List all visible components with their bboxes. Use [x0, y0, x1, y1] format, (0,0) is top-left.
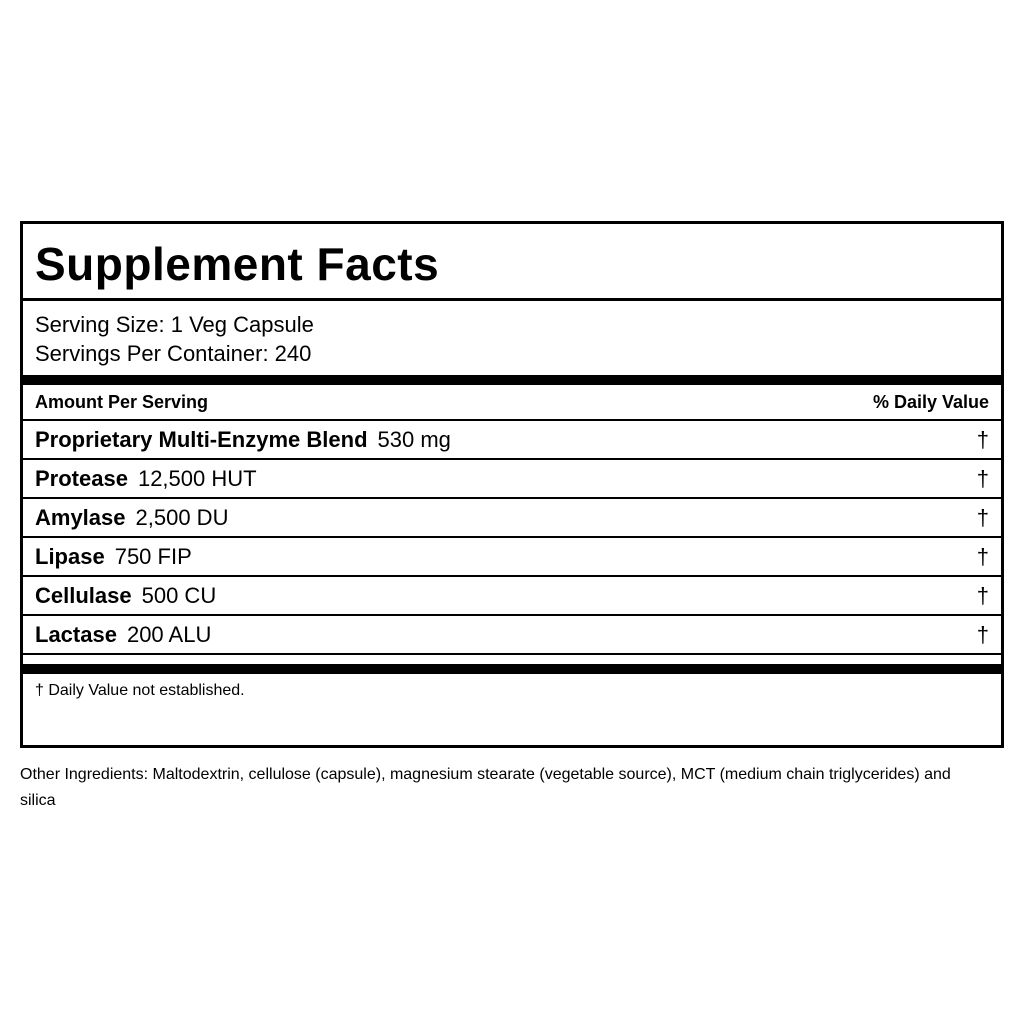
amount-per-serving-header: Amount Per Serving	[35, 392, 209, 412]
daily-value-dagger: †	[976, 583, 989, 608]
nutrient-name: Lactase 200 ALU	[35, 622, 212, 647]
daily-value-dagger: †	[976, 466, 989, 491]
column-header-row	[23, 385, 1001, 421]
daily-value-header: % Daily Value	[872, 392, 989, 412]
nutrient-name: Amylase 2,500 DU	[35, 505, 229, 530]
nutrient-row	[23, 538, 1001, 577]
servings-per-container: Servings Per Container: 240	[35, 341, 312, 366]
thick-divider-top	[23, 375, 1001, 385]
nutrient-amount: 2,500 DU	[135, 505, 229, 530]
serving-size: Serving Size: 1 Veg Capsule	[35, 312, 314, 337]
thick-divider-bottom	[23, 664, 1001, 674]
nutrient-amount: 12,500 HUT	[137, 466, 257, 491]
nutrient-rows	[23, 421, 1001, 655]
nutrient-amount: 750 FIP	[114, 544, 192, 569]
nutrient-row	[23, 616, 1001, 655]
title-row	[23, 224, 1001, 301]
daily-value-dagger: †	[976, 427, 989, 452]
daily-value-footnote: † Daily Value not established.	[35, 682, 245, 699]
daily-value-dagger: †	[976, 505, 989, 530]
nutrient-amount: 500 CU	[141, 583, 217, 608]
nutrient-row	[23, 499, 1001, 538]
nutrient-name: Protease 12,500 HUT	[35, 466, 257, 491]
nutrient-amount: 200 ALU	[126, 622, 212, 647]
nutrient-name: Proprietary Multi-Enzyme Blend 530 mg	[35, 427, 451, 452]
supplement-facts-panel	[20, 221, 1004, 748]
nutrient-name: Cellulase 500 CU	[35, 583, 217, 608]
nutrient-amount: 530 mg	[377, 427, 451, 452]
daily-value-dagger: †	[976, 622, 989, 647]
nutrient-row	[23, 460, 1001, 499]
daily-value-dagger: †	[976, 544, 989, 569]
nutrient-name: Lipase 750 FIP	[35, 544, 192, 569]
nutrient-row	[23, 577, 1001, 616]
nutrient-row	[23, 421, 1001, 460]
panel-title: Supplement Facts	[35, 238, 440, 290]
other-ingredients: Other Ingredients: Maltodextrin, cellulose (capsule), magnesium stearate (vegetable source), MCT (medium chain triglycerides) and silica	[20, 766, 951, 809]
serving-info	[35, 310, 314, 368]
